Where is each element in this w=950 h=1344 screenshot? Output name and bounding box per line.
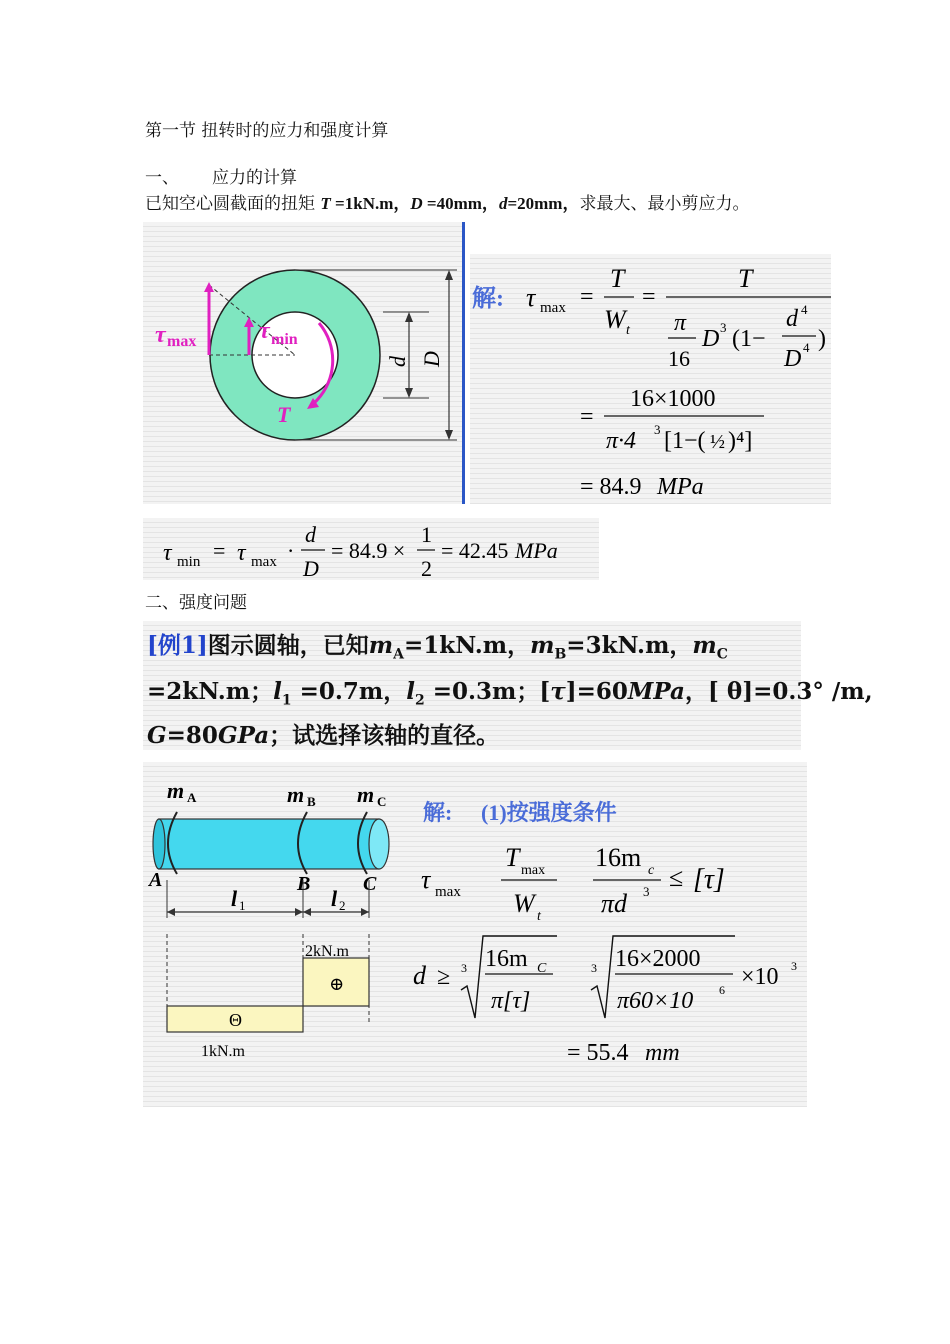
torque-label: T — [277, 402, 291, 427]
dim-l2: l — [331, 886, 338, 911]
shaft-mC: m — [357, 782, 375, 807]
sol1-close: ) — [818, 326, 826, 352]
sol2-le: ≤ — [669, 863, 684, 892]
sol2-times: ×10 — [741, 964, 779, 990]
shaft-solution-panel — [143, 762, 807, 1107]
example-panel — [143, 621, 873, 750]
sol2-times-exp: 3 — [791, 959, 797, 973]
d-arrow-bottom — [405, 388, 413, 398]
tau-min-panel — [143, 518, 599, 580]
dim-arrow-1 — [167, 908, 175, 916]
example-gpa: GPa — [217, 722, 270, 749]
sol1-num2: 16×1000 — [630, 386, 716, 412]
subsection-title-1: 应力的计算 — [212, 168, 297, 188]
example-text-2e: ，[ θ]=0.3° /m, — [684, 678, 873, 705]
example-line-1 — [147, 627, 728, 663]
torque-minus-sign: Θ — [229, 1010, 242, 1030]
sol1-D4: D — [784, 346, 802, 372]
sol1-T2: T — [738, 264, 753, 293]
sol1-bracket-end: )⁴] — [728, 428, 753, 454]
sol1-W: W — [604, 305, 626, 334]
sol1-eq1: = — [580, 284, 594, 310]
example-mA-sub: A — [393, 646, 404, 663]
subsection-number-1: 一、 — [145, 168, 179, 188]
example-mC-sub: C — [716, 646, 728, 663]
example-text-1c: =3kN.m， — [566, 632, 693, 659]
sol1-result: = 84.9 — [580, 474, 642, 500]
taumin-eq1: = — [213, 538, 226, 563]
sol1-unit: MPa — [657, 474, 704, 500]
shaft-mA-sub: A — [187, 790, 197, 805]
torque-positive-label: 2kN.m — [305, 943, 349, 960]
sol2-root-index: 3 — [461, 961, 467, 975]
example-text-2d: ]=60 — [565, 678, 628, 705]
sol1-d4-exp: 4 — [801, 302, 808, 317]
sol2-den-exp: 3 — [643, 884, 650, 899]
sol1-D3-exp: 3 — [720, 320, 727, 335]
d-label: d — [385, 356, 410, 367]
taumin-sub: min — [177, 554, 201, 570]
example-l2: l — [406, 678, 415, 705]
problem-statement — [145, 189, 749, 214]
D-label: D — [419, 351, 444, 367]
D-arrow-bottom — [445, 430, 453, 440]
sol1-16: 16 — [668, 346, 690, 371]
shaft-diagram — [143, 762, 807, 1107]
sol2-bracket-tau: [τ] — [693, 864, 725, 895]
example-text-1b: =1kN.m， — [404, 632, 531, 659]
shaft-mC-sub: C — [377, 794, 387, 809]
taumin-eq3: = 42.45 — [441, 538, 509, 563]
problem-d-value: =20mm， — [507, 194, 580, 213]
solution1-jie: 解: — [472, 286, 504, 312]
solution2-jie: 解: — [423, 800, 453, 825]
sol1-pi: π — [674, 310, 687, 336]
taumin-d: d — [305, 522, 316, 547]
subsection-title-2: 二、强度问题 — [145, 593, 247, 613]
example-l2-sub: 2 — [415, 692, 425, 709]
hollow-section-figure — [143, 222, 463, 504]
shaft-mB-sub: B — [307, 794, 316, 809]
example-G: G — [147, 722, 167, 749]
taumin-D: D — [303, 556, 319, 581]
dim-arrow-4 — [361, 908, 369, 916]
example-text-2b: =0.7m， — [291, 678, 407, 705]
sol1-tau-sub: max — [540, 300, 566, 316]
example-mC: m — [692, 632, 717, 659]
sol2-den3-exp: 6 — [719, 983, 725, 997]
sol1-tau: τ — [526, 283, 536, 312]
shaft-right-end — [369, 819, 389, 869]
dim-arrow-2 — [295, 908, 303, 916]
example-mB: m — [530, 632, 555, 659]
point-A: A — [149, 869, 163, 891]
section-heading: 第一节 扭转时的应力和强度计算 — [145, 121, 389, 141]
sol1-den2-exp: 3 — [654, 422, 661, 437]
taumin-tau2: τ — [237, 540, 246, 566]
taumin-unit: MPa — [515, 538, 558, 563]
problem-d: d — [498, 194, 508, 213]
tau-max-arrowhead — [204, 282, 214, 292]
example-text-3b: ；试选择该轴的直径。 — [269, 722, 500, 749]
sol2-W-sub: t — [537, 909, 541, 924]
sol1-d4: d — [786, 306, 798, 332]
example-mB-sub: B — [554, 646, 567, 663]
problem-T: T — [320, 194, 331, 213]
solution2-condition: (1)按强度条件 — [481, 800, 617, 825]
tau-min-sub: min — [271, 331, 298, 348]
torque-plus-sign: ⊕ — [329, 974, 345, 994]
sol2-den: πd — [601, 889, 628, 918]
sol2-Tmax-sub: max — [521, 863, 546, 878]
sol1-eq3: = — [580, 404, 594, 430]
shaft-left-end — [153, 819, 165, 869]
example-mpa: MPa — [627, 678, 685, 705]
shaft-body — [159, 819, 379, 869]
example-text-1a: 图示圆轴，已知 — [207, 632, 369, 659]
example-line-3 — [147, 717, 499, 750]
problem-T-value: =1kN.m， — [330, 194, 411, 213]
dim-l1: l — [231, 886, 238, 911]
dim-arrow-3 — [303, 908, 311, 916]
sol1-D3: D — [702, 326, 720, 352]
hollow-section-drawing — [143, 222, 463, 504]
solution1-panel — [470, 254, 831, 504]
tau-max-sub: max — [167, 333, 197, 350]
taumin-tau: τ — [163, 540, 172, 566]
sol1-one-minus: (1− — [732, 326, 766, 352]
example-l1-sub: 1 — [281, 692, 292, 709]
sol1-D4-exp: 4 — [803, 340, 810, 355]
sol2-num3: 16×2000 — [615, 946, 701, 972]
example-mA: m — [368, 632, 394, 659]
dim-l2-sub: 2 — [339, 898, 346, 913]
example-tag: [例1] — [147, 632, 208, 659]
sol2-tau-sub: max — [435, 884, 461, 900]
taumin-max: max — [251, 554, 277, 570]
example-text-2a: =2kN.m； — [147, 678, 274, 705]
example-text-2c: =0.3m；[ — [424, 678, 551, 705]
tau-min-symbol: τ — [259, 318, 270, 344]
sol2-den2: π[τ] — [491, 988, 531, 1014]
d-arrow-top — [405, 312, 413, 322]
example-text-3a: =80 — [166, 722, 218, 749]
sol1-bracket: [1−( — [664, 428, 706, 454]
problem-ask: 求最大、最小剪应力。 — [579, 194, 750, 214]
sol2-ge: ≥ — [437, 964, 451, 990]
sol2-tau: τ — [421, 865, 431, 894]
sol2-num2: 16m — [485, 946, 528, 972]
sol2-result: = 55.4 — [567, 1040, 629, 1066]
sol1-half: ½ — [710, 431, 725, 453]
tau-min-formula — [143, 518, 599, 580]
sol2-d: d — [413, 961, 426, 990]
D-arrow-top — [445, 270, 453, 280]
sol2-num2-sub: C — [537, 961, 547, 976]
sol1-T1: T — [610, 264, 625, 293]
sol1-eq2: = — [642, 284, 656, 310]
problem-D: D — [410, 194, 423, 213]
taumin-one: 1 — [421, 522, 432, 547]
taumin-two: 2 — [421, 556, 432, 581]
example-l1: l — [273, 678, 282, 705]
solution1-formula — [470, 254, 831, 504]
sol2-Tmax: T — [505, 843, 520, 872]
point-C: C — [363, 873, 377, 895]
example-line-2 — [147, 673, 873, 709]
sol2-num: 16m — [595, 843, 642, 872]
problem-D-value: =40mm， — [422, 194, 499, 213]
taumin-dot: · — [287, 538, 295, 563]
problem-prefix: 已知空心圆截面的扭矩 — [145, 194, 321, 214]
sol2-num-sub: c — [648, 863, 655, 878]
dim-l1-sub: 1 — [239, 898, 246, 913]
torque-negative-label: 1kN.m — [201, 1043, 245, 1060]
tau-max-symbol: τ — [155, 322, 166, 348]
figure-divider — [462, 222, 465, 504]
sol2-den3: π60×10 — [617, 988, 694, 1014]
sol1-den2: π·4 — [606, 428, 637, 454]
sol2-W: W — [513, 889, 535, 918]
point-B: B — [297, 873, 311, 895]
sol2-root2-index: 3 — [591, 961, 597, 975]
sol1-W-sub: t — [626, 323, 630, 338]
shaft-mA: m — [167, 778, 185, 803]
taumin-eq2: = 84.9 × — [331, 538, 406, 563]
sol2-unit: mm — [645, 1040, 680, 1066]
shaft-mB: m — [287, 782, 305, 807]
example-tau: τ — [550, 678, 566, 705]
